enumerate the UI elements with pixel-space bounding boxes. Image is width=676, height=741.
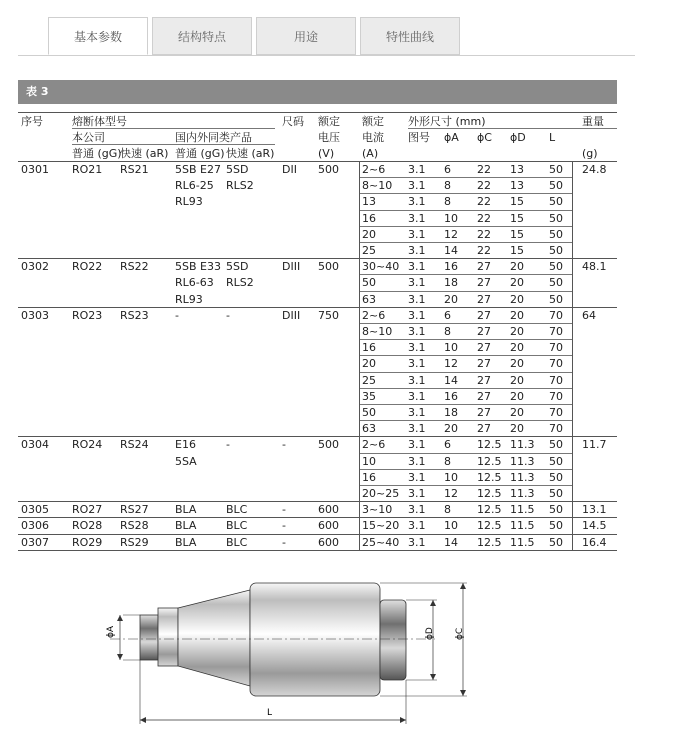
row-cell-d: 20 [510, 373, 524, 387]
row-cell-c: 12.5 [477, 487, 502, 500]
row-model-gg: RO22 [72, 260, 103, 274]
row-cell-cur: 20 [362, 227, 376, 241]
header-volt: 额定 [318, 115, 340, 128]
table-rule [359, 372, 572, 373]
tab-2[interactable]: 结构特点 [152, 17, 252, 55]
row-weight: 24.8 [582, 163, 607, 176]
row-volt: 750 [318, 308, 339, 322]
row-cell-d: 20 [510, 389, 524, 403]
row-cell-c: 12.5 [477, 535, 502, 549]
header-current: 额定 [362, 115, 384, 128]
table-rule [359, 420, 572, 421]
row-cell-c: 12.5 [477, 503, 502, 517]
row-cell-c: 22 [477, 227, 491, 241]
tab-1[interactable]: 基本参数 [48, 17, 148, 55]
row-cell-a: 10 [444, 519, 458, 533]
row-cell-a: 8 [444, 179, 451, 193]
row-cell-cur: 3~10 [362, 503, 393, 517]
table-rule [359, 161, 360, 258]
row-seq: 0304 [21, 438, 49, 452]
row-cell-c: 27 [477, 341, 491, 355]
row-cell-a: 6 [444, 308, 451, 322]
table-rule [18, 307, 617, 308]
row-cell-fig: 3.1 [408, 244, 426, 257]
table-rule [359, 501, 360, 517]
row-weight: 64 [582, 308, 596, 322]
row-cell-l: 50 [549, 227, 563, 241]
row-cell-d: 11.5 [510, 519, 535, 533]
table-rule [359, 469, 572, 470]
row-cell-cur: 25~40 [362, 535, 400, 549]
label-phi-a: ϕA [106, 625, 116, 638]
fuse-tip [140, 615, 158, 660]
table-rule [359, 177, 572, 178]
row-cell-l: 50 [549, 487, 563, 500]
header-fig: 图号 [408, 131, 430, 144]
table-rule [408, 128, 617, 129]
tab-3[interactable]: 用途 [256, 17, 356, 55]
row-weight: 48.1 [582, 260, 607, 274]
tab-divider [18, 55, 635, 56]
row-model-ar: RS27 [120, 503, 149, 517]
row-cell-fig: 3.1 [408, 227, 426, 241]
row-cell-d: 15 [510, 211, 524, 225]
row-cell-fig: 3.1 [408, 487, 426, 500]
row-cell-cur: 20 [362, 357, 376, 371]
table-rule [359, 436, 360, 501]
row-cell-a: 12 [444, 487, 458, 500]
table-rule [572, 307, 573, 437]
row-cell-d: 20 [510, 260, 524, 274]
row-cell-cur: 50 [362, 406, 376, 419]
row-size: DIII [282, 260, 301, 274]
table-rule [18, 161, 617, 162]
header-l: L [549, 131, 556, 144]
row-cell-a: 14 [444, 244, 458, 257]
row-cell-fig: 3.1 [408, 438, 426, 452]
row-domestic-ar: 5SD [226, 163, 249, 176]
table-title: 表 3 [26, 85, 49, 98]
row-cell-c: 22 [477, 211, 491, 225]
fuse-end-cap [380, 600, 406, 680]
row-size: - [282, 503, 286, 517]
row-cell-a: 6 [444, 438, 451, 452]
table-rule [359, 355, 572, 356]
table-rule [18, 534, 617, 535]
row-cell-a: 8 [444, 325, 451, 338]
header-dims: 外形尺寸 (mm) [408, 115, 486, 128]
row-cell-d: 20 [510, 325, 524, 338]
row-volt: 600 [318, 519, 339, 533]
table-rule [572, 534, 573, 550]
table-rule [359, 210, 572, 211]
fuse-collar [158, 608, 178, 666]
table-rule [359, 307, 360, 437]
row-cell-d: 20 [510, 276, 524, 290]
table-rule [572, 517, 573, 533]
header-phi-d: ϕD [510, 131, 526, 144]
row-cell-a: 18 [444, 276, 458, 290]
row-cell-c: 27 [477, 325, 491, 338]
row-weight: 11.7 [582, 438, 607, 452]
row-cell-fig: 3.1 [408, 179, 426, 193]
row-domestic-ar: BLC [226, 535, 248, 549]
row-domestic-gg: BLA [175, 535, 197, 549]
row-seq: 0303 [21, 308, 49, 322]
row-cell-fig: 3.1 [408, 163, 426, 176]
row-cell-c: 12.5 [477, 438, 502, 452]
tab-bar [48, 17, 464, 55]
row-domestic-ar: BLC [226, 519, 248, 533]
row-cell-l: 50 [549, 535, 563, 549]
table-rule [359, 404, 572, 405]
table-rule [359, 388, 572, 389]
row-model-ar: RS23 [120, 308, 149, 322]
row-domestic-gg: RL6-63 [175, 276, 214, 290]
row-cell-d: 20 [510, 406, 524, 419]
row-cell-c: 27 [477, 260, 491, 274]
header-volt-2: 电压 [318, 131, 340, 144]
row-model-gg: RO24 [72, 438, 103, 452]
row-cell-fig: 3.1 [408, 357, 426, 371]
row-cell-d: 15 [510, 227, 524, 241]
row-seq: 0305 [21, 503, 49, 517]
header-current-2: 电流 [362, 131, 384, 144]
table-rule [18, 550, 617, 551]
row-cell-d: 11.5 [510, 535, 535, 549]
row-cell-c: 27 [477, 406, 491, 419]
row-cell-cur: 16 [362, 470, 376, 484]
row-cell-c: 22 [477, 179, 491, 193]
row-cell-cur: 20~25 [362, 487, 400, 500]
row-cell-c: 12.5 [477, 519, 502, 533]
row-cell-cur: 8~10 [362, 179, 393, 193]
row-cell-l: 70 [549, 389, 563, 403]
table-rule [359, 339, 572, 340]
header-volt-unit: (V) [318, 147, 335, 160]
row-cell-cur: 8~10 [362, 325, 393, 338]
table-rule [18, 258, 617, 259]
row-domestic-ar: RLS2 [226, 276, 254, 290]
row-seq: 0306 [21, 519, 49, 533]
row-cell-a: 6 [444, 163, 451, 176]
row-cell-cur: 16 [362, 211, 376, 225]
row-cell-c: 27 [477, 276, 491, 290]
row-cell-a: 18 [444, 406, 458, 419]
header-domestic: 国内外同类产品 [175, 131, 252, 144]
table-rule [359, 242, 572, 243]
header-ar-1: 快速 (aR) [120, 147, 169, 160]
table-rule [72, 128, 275, 129]
row-domestic-gg: RL93 [175, 292, 203, 306]
row-domestic-gg: BLA [175, 503, 197, 517]
row-cell-l: 70 [549, 325, 563, 338]
row-cell-cur: 13 [362, 195, 376, 209]
row-cell-fig: 3.1 [408, 406, 426, 419]
row-cell-a: 14 [444, 373, 458, 387]
row-cell-l: 70 [549, 422, 563, 436]
header-size: 尺码 [282, 115, 304, 128]
row-cell-l: 50 [549, 195, 563, 209]
row-cell-a: 8 [444, 503, 451, 517]
table-rule [359, 485, 572, 486]
header-seq: 序号 [21, 115, 43, 128]
row-cell-c: 22 [477, 195, 491, 209]
row-cell-d: 13 [510, 179, 524, 193]
row-model-ar: RS22 [120, 260, 149, 274]
table-rule [359, 323, 572, 324]
row-cell-c: 27 [477, 357, 491, 371]
row-cell-l: 70 [549, 406, 563, 419]
table-rule [572, 501, 573, 517]
row-cell-l: 50 [549, 454, 563, 468]
label-phi-c: ϕC [455, 627, 465, 640]
row-volt: 600 [318, 503, 339, 517]
row-size: - [282, 519, 286, 533]
tab-4[interactable]: 特性曲线 [360, 17, 460, 55]
row-cell-a: 12 [444, 227, 458, 241]
row-cell-d: 20 [510, 341, 524, 355]
row-cell-d: 11.3 [510, 438, 535, 452]
table-rule [18, 517, 617, 518]
label-l: L [267, 708, 273, 718]
row-model-gg: RO23 [72, 308, 103, 322]
row-cell-fig: 3.1 [408, 454, 426, 468]
table-rule [359, 534, 360, 550]
row-cell-cur: 15~20 [362, 519, 400, 533]
row-cell-d: 20 [510, 292, 524, 306]
row-model-gg: RO27 [72, 503, 103, 517]
row-cell-l: 50 [549, 292, 563, 306]
row-cell-l: 70 [549, 308, 563, 322]
header-gg-1: 普通 (gG) [72, 147, 122, 160]
row-cell-fig: 3.1 [408, 373, 426, 387]
table-rule [359, 453, 572, 454]
row-cell-d: 15 [510, 195, 524, 209]
row-domestic-gg: 5SB E33 [175, 260, 221, 274]
row-model-gg: RO28 [72, 519, 103, 533]
row-size: DII [282, 163, 297, 176]
row-cell-l: 70 [549, 357, 563, 371]
row-cell-c: 27 [477, 422, 491, 436]
row-domestic-gg: RL6-25 [175, 179, 214, 193]
row-cell-fig: 3.1 [408, 195, 426, 209]
table-rule [359, 291, 572, 292]
header-phi-a: ϕA [444, 131, 459, 144]
row-size: DIII [282, 308, 301, 322]
row-cell-c: 27 [477, 292, 491, 306]
row-cell-a: 8 [444, 195, 451, 209]
row-cell-d: 11.3 [510, 470, 535, 484]
row-domestic-ar: BLC [226, 503, 248, 517]
row-size: - [282, 438, 286, 452]
row-cell-d: 20 [510, 308, 524, 322]
row-cell-l: 70 [549, 341, 563, 355]
row-weight: 16.4 [582, 535, 607, 549]
row-cell-a: 10 [444, 470, 458, 484]
row-cell-cur: 25 [362, 244, 376, 257]
row-cell-fig: 3.1 [408, 325, 426, 338]
row-domestic-gg: E16 [175, 438, 196, 452]
row-cell-fig: 3.1 [408, 470, 426, 484]
table-rule [572, 258, 573, 307]
table-rule [18, 501, 617, 502]
row-size: - [282, 535, 286, 549]
row-model-ar: RS29 [120, 535, 149, 549]
row-cell-fig: 3.1 [408, 276, 426, 290]
row-cell-c: 27 [477, 308, 491, 322]
row-seq: 0302 [21, 260, 49, 274]
row-domestic-ar: 5SD [226, 260, 249, 274]
label-phi-d: ϕD [425, 627, 435, 640]
row-seq: 0307 [21, 535, 49, 549]
row-cell-cur: 63 [362, 422, 376, 436]
row-cell-a: 20 [444, 422, 458, 436]
header-model: 熔断体型号 [72, 115, 127, 128]
row-seq: 0301 [21, 163, 49, 176]
row-cell-cur: 2~6 [362, 308, 386, 322]
row-cell-l: 50 [549, 179, 563, 193]
table-rule [359, 274, 572, 275]
row-cell-fig: 3.1 [408, 519, 426, 533]
row-cell-fig: 3.1 [408, 211, 426, 225]
row-cell-a: 16 [444, 389, 458, 403]
table-rule [18, 436, 617, 437]
row-cell-l: 50 [549, 244, 563, 257]
row-domestic-gg: - [175, 308, 179, 322]
header-phi-c: ϕC [477, 131, 492, 144]
row-cell-c: 22 [477, 163, 491, 176]
row-cell-fig: 3.1 [408, 535, 426, 549]
row-cell-l: 50 [549, 276, 563, 290]
row-cell-l: 50 [549, 211, 563, 225]
fuse-dimension-drawing [95, 568, 475, 732]
row-cell-fig: 3.1 [408, 341, 426, 355]
row-cell-a: 8 [444, 454, 451, 468]
header-current-unit: (A) [362, 147, 379, 160]
row-cell-fig: 3.1 [408, 260, 426, 274]
row-cell-c: 27 [477, 389, 491, 403]
row-volt: 500 [318, 260, 339, 274]
row-cell-fig: 3.1 [408, 422, 426, 436]
row-cell-a: 10 [444, 341, 458, 355]
header-weight: 重量 [582, 115, 604, 128]
table-rule [572, 436, 573, 501]
header-gg-2: 普通 (gG) [175, 147, 225, 160]
row-volt: 500 [318, 163, 339, 176]
row-cell-fig: 3.1 [408, 292, 426, 306]
table-rule [359, 517, 360, 533]
row-volt: 600 [318, 535, 339, 549]
header-own: 本公司 [72, 131, 105, 144]
row-cell-l: 70 [549, 373, 563, 387]
row-cell-a: 10 [444, 211, 458, 225]
fuse-diagram [95, 568, 475, 728]
row-domestic-gg: RL93 [175, 195, 203, 209]
row-cell-d: 15 [510, 244, 524, 257]
row-cell-d: 11.3 [510, 454, 535, 468]
row-cell-c: 22 [477, 244, 491, 257]
row-cell-d: 11.5 [510, 503, 535, 517]
table-rule [359, 193, 572, 194]
row-cell-cur: 35 [362, 389, 376, 403]
row-domestic-gg: 5SB E27 [175, 163, 221, 176]
row-cell-l: 50 [549, 503, 563, 517]
table-rule [72, 144, 275, 145]
fuse-taper [178, 590, 250, 686]
header-weight-unit: (g) [582, 147, 598, 160]
row-model-ar: RS28 [120, 519, 149, 533]
row-domestic-gg: 5SA [175, 454, 197, 468]
row-cell-cur: 50 [362, 276, 376, 290]
row-cell-a: 14 [444, 535, 458, 549]
row-cell-d: 11.3 [510, 487, 535, 500]
row-weight: 13.1 [582, 503, 607, 517]
row-cell-cur: 25 [362, 373, 376, 387]
row-cell-cur: 2~6 [362, 438, 386, 452]
row-cell-a: 16 [444, 260, 458, 274]
row-cell-l: 50 [549, 438, 563, 452]
row-domestic-ar: - [226, 308, 230, 322]
table-rule [359, 226, 572, 227]
row-cell-fig: 3.1 [408, 503, 426, 517]
row-model-gg: RO21 [72, 163, 103, 176]
row-cell-cur: 63 [362, 292, 376, 306]
row-cell-l: 50 [549, 163, 563, 176]
table-rule [359, 258, 360, 307]
row-cell-fig: 3.1 [408, 389, 426, 403]
row-cell-cur: 10 [362, 454, 376, 468]
row-domestic-ar: RLS2 [226, 179, 254, 193]
row-cell-l: 50 [549, 260, 563, 274]
row-volt: 500 [318, 438, 339, 452]
header-ar-2: 快速 (aR) [226, 147, 275, 160]
row-model-ar: RS21 [120, 163, 149, 176]
row-domestic-gg: BLA [175, 519, 197, 533]
row-cell-c: 12.5 [477, 470, 502, 484]
row-model-gg: RO29 [72, 535, 103, 549]
row-cell-cur: 30~40 [362, 260, 400, 274]
row-model-ar: RS24 [120, 438, 149, 452]
row-cell-c: 12.5 [477, 454, 502, 468]
row-cell-l: 50 [549, 470, 563, 484]
fuse-body [250, 583, 380, 696]
row-cell-a: 12 [444, 357, 458, 371]
row-domestic-ar: - [226, 438, 230, 452]
row-cell-cur: 16 [362, 341, 376, 355]
row-weight: 14.5 [582, 519, 607, 533]
row-cell-l: 50 [549, 519, 563, 533]
table-rule [572, 161, 573, 258]
row-cell-fig: 3.1 [408, 308, 426, 322]
row-cell-a: 20 [444, 292, 458, 306]
row-cell-c: 27 [477, 373, 491, 387]
table-title-bar [18, 80, 617, 104]
table-rule [18, 112, 617, 113]
row-cell-d: 20 [510, 422, 524, 436]
row-cell-d: 13 [510, 163, 524, 176]
row-cell-d: 20 [510, 357, 524, 371]
row-cell-cur: 2~6 [362, 163, 386, 176]
